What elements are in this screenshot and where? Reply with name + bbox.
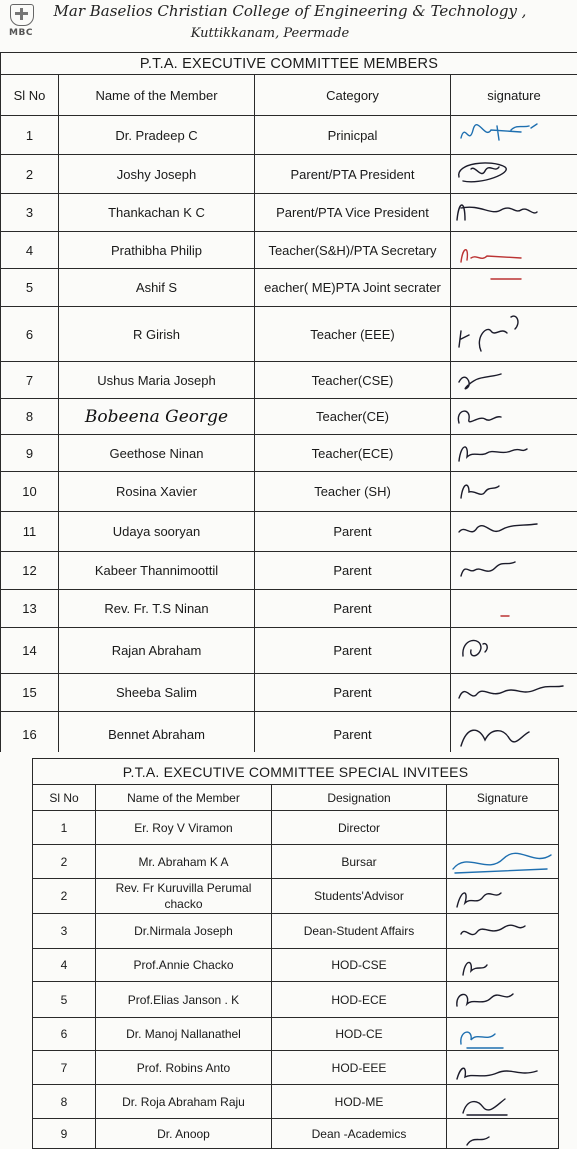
signature-cell [451,628,577,674]
signature-stroke [461,562,515,576]
sl-no-cell: 11 [1,512,59,552]
signature-cell [447,879,559,914]
college-address: Kuttikkanam, Peermade [40,26,500,41]
signature-scribble [447,1018,557,1051]
invitees-title: P.T.A. EXECUTIVE COMMITTEE SPECIAL INVITEES [33,759,559,785]
invitee-row [33,982,559,1018]
signature-stroke [463,962,487,975]
signature-cell [451,712,577,757]
signature-scribble [451,512,576,552]
invitee-row [33,1085,559,1119]
signature-scribble [451,194,576,232]
invitee-row [33,949,559,982]
member-row [1,399,577,435]
invitee-row [33,845,559,879]
signature-scribble [451,472,576,512]
signature-stroke [461,730,529,746]
invitee-row [33,811,559,845]
signature-stroke [467,1137,489,1145]
category-cell: Teacher(CSE) [255,362,451,399]
header-signature: signature [451,75,577,116]
sl-no-cell: 2 [33,845,96,879]
sl-no-cell: 5 [33,982,96,1018]
logo-text: MBC [4,28,38,38]
member-row [1,116,577,155]
signature-scribble [447,1085,557,1119]
header-name: Name of the Member [96,785,272,811]
sl-no-cell: 16 [1,712,59,757]
member-row [1,155,577,194]
signature-scribble [447,845,557,879]
signature-scribble [451,232,576,269]
member-name-cell: R Girish [59,307,255,362]
invitee-name-cell: Dr.Nirmala Joseph [96,914,272,949]
sl-no-cell: 3 [1,194,59,232]
signature-cell [451,116,577,155]
category-cell: Parent [255,628,451,674]
invitee-row [33,879,559,914]
signature-stroke [463,1099,507,1115]
category-cell: Parent [255,552,451,590]
sl-no-cell: 2 [33,879,96,914]
signature-scribble [447,1051,557,1085]
designation-cell: Dean-Student Affairs [272,914,447,949]
invitee-row [33,1119,559,1149]
signature-stroke [461,1032,503,1048]
sl-no-cell: 9 [33,1119,96,1149]
signature-stroke [459,163,507,182]
sl-no-cell: 12 [1,552,59,590]
signature-scribble [447,982,557,1018]
category-cell: Teacher (EEE) [255,307,451,362]
committee-title: P.T.A. EXECUTIVE COMMITTEE MEMBERS [1,53,577,75]
category-cell: Teacher(ECE) [255,435,451,472]
signature-scribble [451,628,576,674]
signature-cell [447,845,559,879]
signature-scribble [451,307,576,362]
invitee-name-cell: Dr. Roja Abraham Raju [96,1085,272,1119]
member-row [1,269,577,307]
category-cell: Parent [255,674,451,712]
category-cell: Teacher (SH) [255,472,451,512]
member-row [1,512,577,552]
invitee-row [33,1018,559,1051]
member-name-cell: Ashif S [59,269,255,307]
signature-scribble [447,1119,557,1149]
header-name: Name of the Member [59,75,255,116]
member-name-cell: Thankachan K C [59,194,255,232]
sl-no-cell: 2 [1,155,59,194]
designation-cell: HOD-ECE [272,982,447,1018]
signature-cell [451,472,577,512]
signature-cell [451,362,577,399]
invitee-row [33,914,559,949]
signature-cell [447,1051,559,1085]
signature-scribble [451,116,576,155]
sl-no-cell: 8 [33,1085,96,1119]
signature-scribble [451,712,576,757]
header-signature: Signature [447,785,559,811]
member-row [1,435,577,472]
signature-cell [451,155,577,194]
header-sl-no: Sl No [1,75,59,116]
signature-stroke [459,686,563,698]
member-name-cell: Rev. Fr. T.S Ninan [59,590,255,628]
invitee-name-cell: Rev. Fr Kuruvilla Perumal chacko [96,879,272,914]
member-row [1,590,577,628]
signature-scribble [451,362,576,399]
college-name: Mar Baselios Christian College of Engineering & Technology , [40,2,540,20]
header-designation: Designation [272,785,447,811]
signature-cell [451,399,577,435]
signature-scribble [451,435,576,472]
sl-no-cell: 1 [1,116,59,155]
invitee-name-cell: Prof. Robins Anto [96,1051,272,1085]
signature-stroke [461,925,525,934]
signature-stroke [459,447,527,461]
signature-cell [451,269,577,307]
signature-stroke [461,124,537,140]
member-name-cell: Rajan Abraham [59,628,255,674]
invitee-name-cell: Dr. Manoj Nallanathel [96,1018,272,1051]
category-cell: Parent [255,512,451,552]
sl-no-cell: 5 [1,269,59,307]
designation-cell: Bursar [272,845,447,879]
sl-no-cell: 7 [33,1051,96,1085]
sl-no-cell: 1 [33,811,96,845]
sl-no-cell: 8 [1,399,59,435]
member-row [1,232,577,269]
invitee-name-cell: Mr. Abraham K A [96,845,272,879]
signature-cell [451,232,577,269]
member-name-cell: Kabeer Thannimoottil [59,552,255,590]
signature-cell [451,674,577,712]
signature-stroke [457,1068,537,1079]
signature-stroke [457,994,513,1006]
sl-no-cell: 10 [1,472,59,512]
signature-scribble [451,552,576,590]
member-name-cell: Prathibha Philip [59,232,255,269]
signature-scribble [451,269,576,307]
signature-scribble [451,399,576,435]
signature-scribble [447,811,557,845]
category-cell: Teacher(S&H)/PTA Secretary [255,232,451,269]
member-row [1,307,577,362]
signature-cell [451,552,577,590]
invitee-name-cell: Prof.Elias Janson . K [96,982,272,1018]
crest-icon [10,4,34,26]
signature-cell [451,307,577,362]
signature-scribble [451,155,576,194]
signature-stroke [463,640,487,656]
invitees-header-row [33,785,559,811]
member-row [1,362,577,399]
member-row [1,712,577,757]
member-row [1,194,577,232]
signature-cell [447,982,559,1018]
category-cell: Prinicpal [255,116,451,155]
sl-no-cell: 4 [33,949,96,982]
designation-cell: HOD-CE [272,1018,447,1051]
committee-header-row [1,75,577,116]
signature-stroke [459,316,518,351]
sl-no-cell: 7 [1,362,59,399]
invitee-name-cell: Prof.Annie Chacko [96,949,272,982]
member-name-cell: Dr. Pradeep C [59,116,255,155]
sl-no-cell: 6 [33,1018,96,1051]
designation-cell: Director [272,811,447,845]
signature-cell [451,512,577,552]
signature-cell [451,590,577,628]
category-cell: Parent/PTA President [255,155,451,194]
sl-no-cell: 3 [33,914,96,949]
member-row [1,674,577,712]
member-name-cell: Joshy Joseph [59,155,255,194]
sl-no-cell: 15 [1,674,59,712]
sl-no-cell: 13 [1,590,59,628]
category-cell: eacher( ME)PTA Joint secrater [255,269,451,307]
invitee-name-cell: Er. Roy V Viramon [96,811,272,845]
invitee-name-cell: Dr. Anoop [96,1119,272,1149]
signature-scribble [447,879,557,914]
designation-cell: Students'Advisor [272,879,447,914]
sl-no-cell: 14 [1,628,59,674]
college-logo [4,2,38,42]
member-name-cell: Ushus Maria Joseph [59,362,255,399]
signature-scribble [451,590,576,628]
signature-stroke [457,205,537,220]
signature-cell [447,811,559,845]
signature-cell [451,194,577,232]
special-invitees-table [32,758,559,1149]
category-cell: Teacher(CE) [255,399,451,435]
signature-stroke [458,411,501,423]
member-name-cell: Udaya sooryan [59,512,255,552]
member-name-cell: Sheeba Salim [59,674,255,712]
header-category: Category [255,75,451,116]
signature-stroke [459,524,537,532]
sl-no-cell: 9 [1,435,59,472]
signature-scribble [447,914,557,949]
designation-cell: HOD-EEE [272,1051,447,1085]
member-name-cell: Bennet Abraham [59,712,255,757]
member-row [1,552,577,590]
signature-scribble [451,674,576,712]
signature-stroke [459,374,501,389]
invitee-row [33,1051,559,1085]
member-name-cell: Rosina Xavier [59,472,255,512]
signature-scribble [447,949,557,982]
category-cell: Parent [255,712,451,757]
signature-cell [451,435,577,472]
signature-cell [447,914,559,949]
signature-cell [447,1085,559,1119]
signature-stroke [453,853,551,873]
sl-no-cell: 6 [1,307,59,362]
member-name-cell: Bobeena George [59,399,255,435]
member-row [1,628,577,674]
signature-stroke [457,893,501,907]
designation-cell: HOD-ME [272,1085,447,1119]
header-sl-no: Sl No [33,785,96,811]
signature-stroke [461,485,499,498]
category-cell: Parent/PTA Vice President [255,194,451,232]
sl-no-cell: 4 [1,232,59,269]
category-cell: Parent [255,590,451,628]
signature-cell [447,1018,559,1051]
designation-cell: Dean -Academics [272,1119,447,1149]
committee-members-table [0,52,577,757]
member-name-cell: Geethose Ninan [59,435,255,472]
signature-stroke [461,250,521,262]
signature-cell [447,1119,559,1149]
signature-cell [447,949,559,982]
designation-cell: HOD-CSE [272,949,447,982]
member-row [1,472,577,512]
